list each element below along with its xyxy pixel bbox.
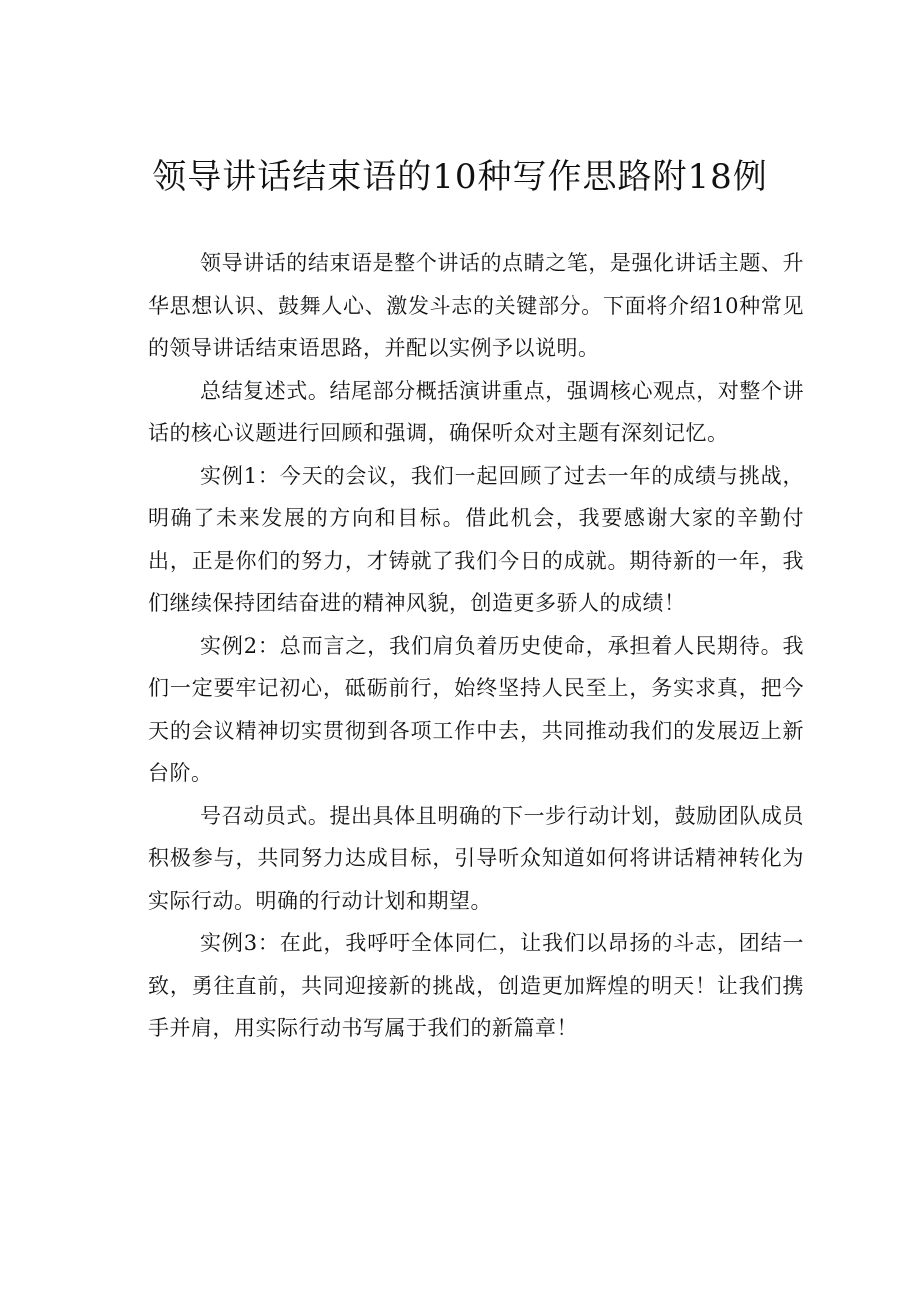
example-3-paragraph: 实例3：在此，我呼吁全体同仁，让我们以昂扬的斗志，团结一致，勇往直前，共同迎接新的挑战，创造更加辉煌的明天！让我们携手并肩，用实际行动书写属于我们的新篇章！ (148, 931, 804, 1040)
document-body (148, 242, 804, 1050)
summary-style-paragraph: 总结复述式。结尾部分概括演讲重点，强调核心观点，对整个讲话的核心议题进行回顾和强调，确保听众对主题有深刻记忆。 (148, 378, 804, 445)
mobilization-style-paragraph: 号召动员式。提出具体且明确的下一步行动计划，鼓励团队成员积极参与，共同努力达成目标，引导听众知道如何将讲话精神转化为实际行动。明确的行动计划和期望。 (148, 803, 804, 913)
example-2-paragraph: 实例2：总而言之，我们肩负着历史使命，承担着人民期待。我们一定要牢记初心，砥砺前行，始终坚持人民至上，务实求真，把今天的会议精神切实贯彻到各项工作中去，共同推动我们的发展迈上新台阶。 (148, 633, 804, 785)
intro-paragraph: 领导讲话的结束语是整个讲话的点睛之笔，是强化讲话主题、升华思想认识、鼓舞人心、激发斗志的关键部分。下面将介绍10种常见的领导讲话结束语思路，并配以实例予以说明。 (148, 251, 804, 360)
example-1-paragraph: 实例1：今天的会议，我们一起回顾了过去一年的成绩与挑战，明确了未来发展的方向和目标。借此机会，我要感谢大家的辛勤付出，正是你们的努力，才铸就了我们今日的成就。期待新的一年，我们继续保持团结奋进的精神风貌，创造更多骄人的成绩！ (148, 463, 804, 615)
document-title: 领导讲话结束语的10种写作思路附18例 (152, 157, 768, 197)
